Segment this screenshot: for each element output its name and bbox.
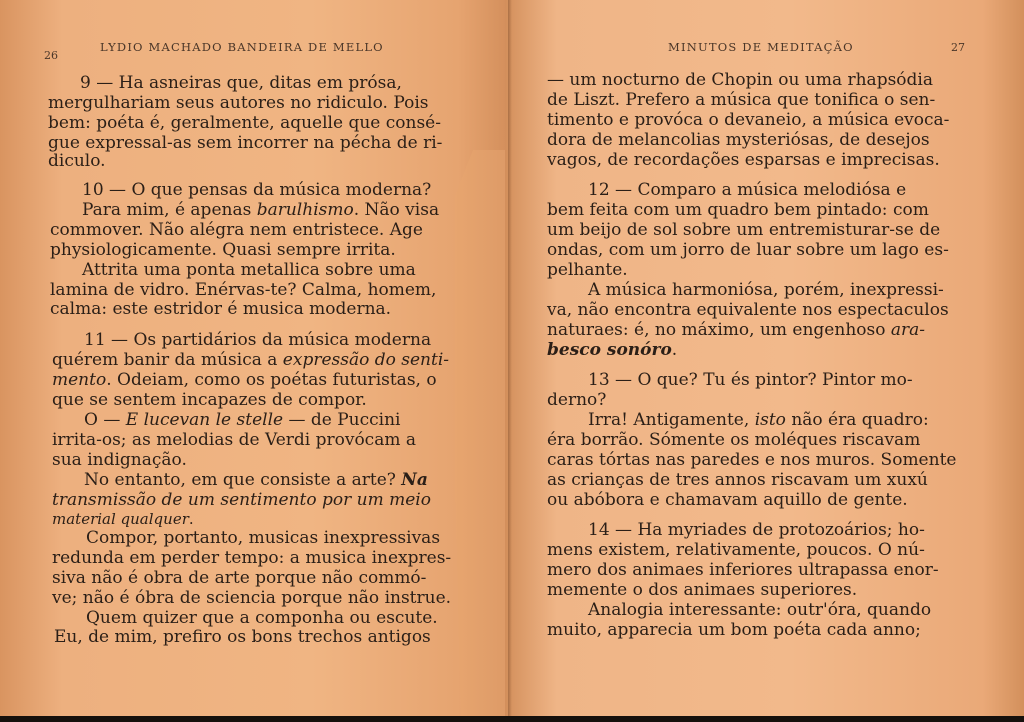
text-line: mens existem, relativamente, poucos. O nú-	[547, 540, 925, 560]
text-line: ondas, com um jorro de luar sobre um lago es-	[547, 240, 949, 260]
text-line: va, não encontra equivalente nos espectaculos	[547, 300, 949, 320]
text-line: memente o dos animaes superiores.	[547, 580, 858, 600]
text-line: 12 — Comparo a música melodiósa e	[588, 180, 907, 200]
text-line: — um nocturno de Chopin ou uma rhapsódia	[547, 70, 933, 90]
text-line: ou abóbora e chamavam aquillo de gente.	[547, 490, 908, 510]
text-line: sua indignação.	[52, 450, 187, 470]
text-line: quérem banir da música a expressão do senti-	[52, 350, 450, 370]
text-line: calma: este estridor é musica moderna.	[50, 299, 392, 319]
text-line: Quem quizer que a componha ou escute.	[86, 608, 438, 628]
text-line: muito, apparecia um bom poéta cada anno;	[547, 620, 921, 640]
text-line: No entanto, em que consiste a arte? Na	[84, 470, 428, 490]
running-head-right: MINUTOS DE MEDITAÇÃO	[668, 40, 854, 54]
text-line: 9 — Ha asneiras que, ditas em prósa,	[80, 73, 402, 93]
text-line: Eu, de mim, prefiro os bons trechos antigos	[54, 627, 431, 647]
bottom-shadow	[0, 716, 1024, 722]
text-line: as crianças de tres annos riscavam um xuxú	[547, 470, 928, 490]
text-line: bem feita com um quadro bem pintado: com	[547, 200, 929, 220]
text-line: gue expressal-as sem incorrer na pécha de ri-	[48, 133, 443, 153]
text-line: irrita-os; as melodias de Verdi provócam a	[52, 430, 416, 450]
page-number-right: 27	[951, 41, 965, 54]
text-line: physiologicamente. Quasi sempre irrita.	[50, 240, 396, 260]
text-line: lamina de vidro. Enérvas-te? Calma, homem,	[50, 280, 437, 300]
text-line: vagos, de recordações esparsas e imprecisas.	[547, 150, 940, 170]
text-line: mergulhariam seus autores no ridiculo. Pois	[48, 93, 429, 113]
text-line: Irra! Antigamente, isto não éra quadro:	[588, 410, 929, 430]
text-line: Attrita uma ponta metallica sobre uma	[82, 260, 416, 280]
text-line: naturaes: é, no máximo, um engenhoso ara-	[547, 320, 926, 340]
text-line: um beijo de sol sobre um entremisturar-se de	[547, 220, 941, 240]
text-line: bem: poéta é, geralmente, aquelle que consé-	[48, 113, 441, 133]
text-line: commover. Não alégra nem entristece. Age	[50, 220, 423, 240]
text-line: Compor, portanto, musicas inexpressivas	[86, 528, 441, 548]
text-line: diculo.	[48, 151, 106, 171]
text-line: material qualquer.	[52, 510, 194, 528]
text-line: caras tórtas nas paredes e nos muros. Somente	[547, 450, 957, 470]
text-line: O — E lucevan le stelle — de Puccini	[84, 410, 401, 430]
text-line: mero dos animaes inferiores ultrapassa enor-	[547, 560, 939, 580]
text-line: 14 — Ha myriades de protozoários; ho-	[588, 520, 925, 540]
text-line: besco sonóro.	[547, 340, 678, 360]
text-line: pelhante.	[547, 260, 628, 280]
text-line: 11 — Os partidários da música moderna	[84, 330, 432, 350]
text-line: éra borrão. Sómente os moléques riscavam	[547, 430, 921, 450]
text-line: 10 — O que pensas da música moderna?	[82, 180, 432, 200]
page-number-left: 26	[44, 49, 58, 62]
text-line: Analogia interessante: outr'óra, quando	[588, 600, 932, 620]
text-line: Para mim, é apenas barulhismo. Não visa	[82, 200, 440, 220]
running-head-left: LYDIO MACHADO BANDEIRA DE MELLO	[100, 40, 384, 54]
text-line: transmissão de um sentimento por um meio	[52, 490, 431, 510]
text-line: redunda em perder tempo: a musica inexpres-	[52, 548, 452, 568]
text-line: mento. Odeiam, como os poétas futuristas, o	[52, 370, 437, 390]
text-line: siva não é obra de arte porque não commó-	[52, 568, 427, 588]
text-line: A música harmoniósa, porém, inexpressi-	[588, 280, 944, 300]
text-line: dora de melancolias mysteriósas, de desejos	[547, 130, 930, 150]
text-line: 13 — O que? Tu és pintor? Pintor mo-	[588, 370, 913, 390]
text-line: timento e provóca o devaneio, a música evoca-	[547, 110, 950, 130]
text-line: de Liszt. Prefero a música que tonifica o sen-	[547, 90, 936, 110]
text-line: ve; não é óbra de sciencia porque não instrue.	[52, 588, 452, 608]
book-gutter	[508, 0, 512, 722]
text-line: derno?	[547, 390, 607, 410]
text-line: que se sentem incapazes de compor.	[52, 390, 367, 410]
